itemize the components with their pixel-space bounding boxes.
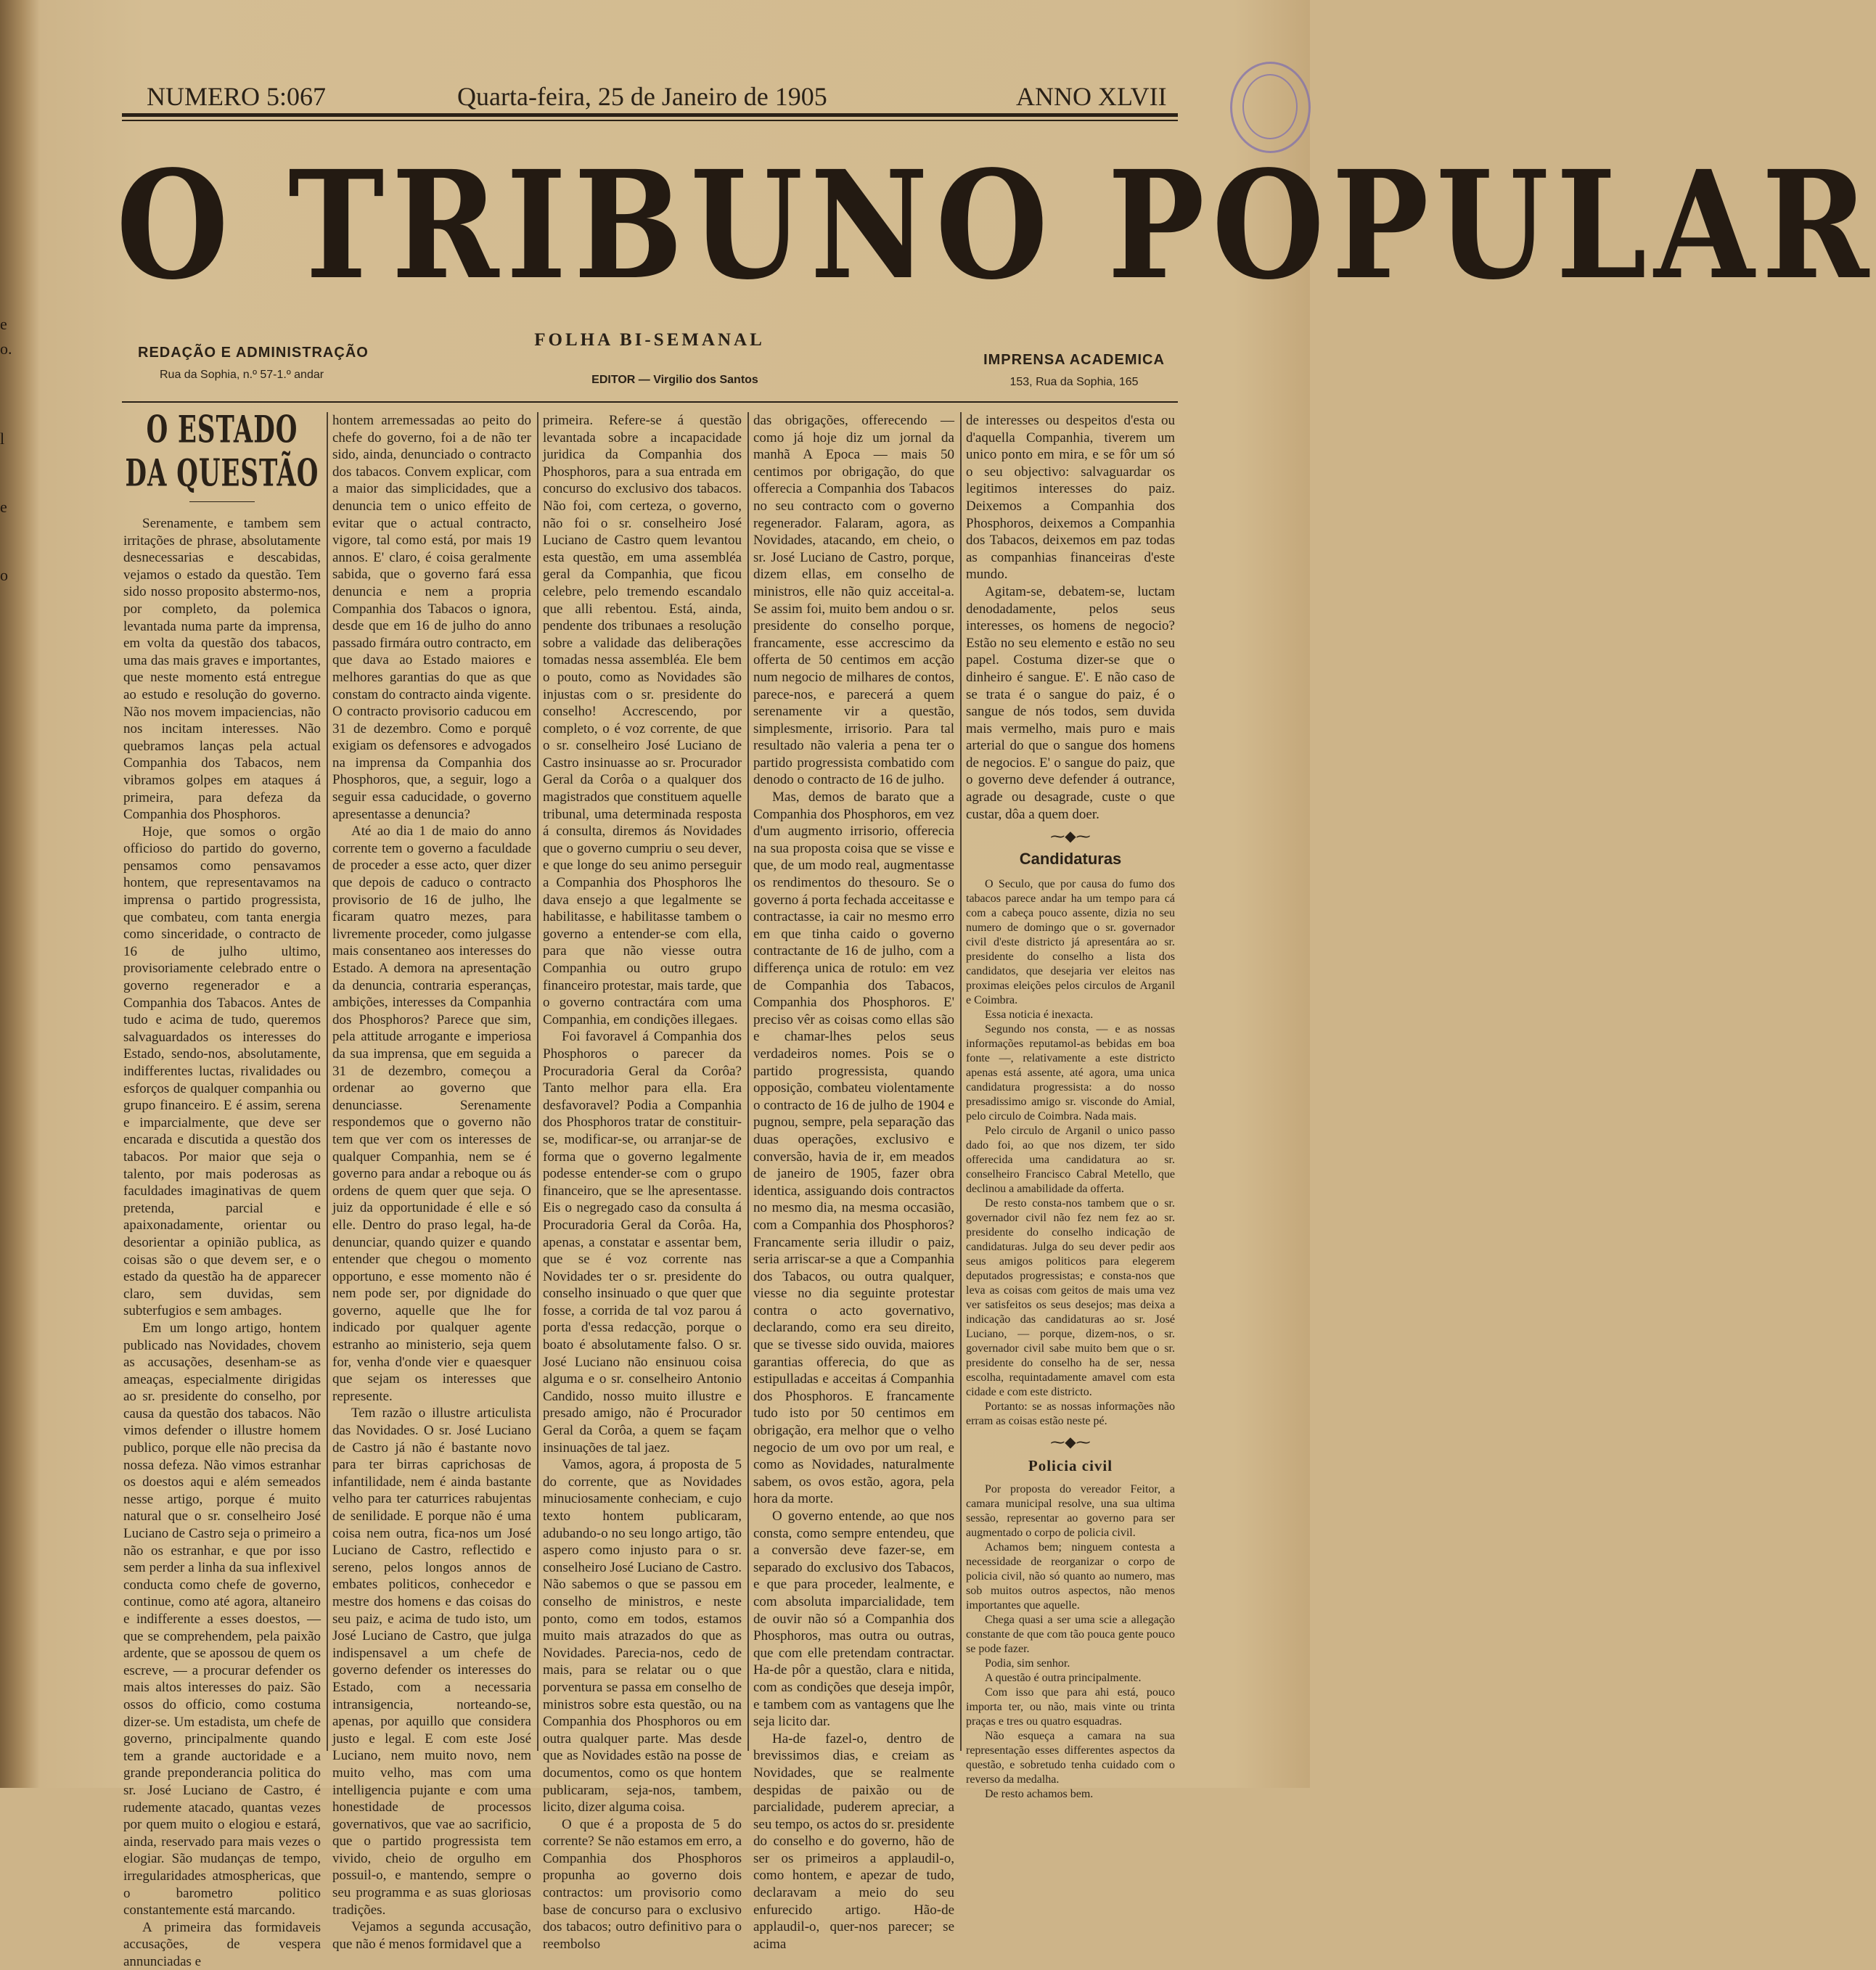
article-paragraph: Mas, demos de barato que a Companhia dos Phosphoros, em vez d'um augmento irrisorio, offerecia na sua proposta coisa que se visse e que, de um modo real, augmentasse os rendimentos do thesouro. Se o governo á porta fechada acceitasse e contractasse, ia cair no mesmo erro em que tinha caido o governo contractante de 16 de julho, com a differença unica de rotulo: em vez de Companhia dos Tabacos, Companhia dos Phosphoros. E' preciso vêr as coisas como ellas são e chamar-lhes pelos seus verdadeiros nomes. Pois se o partido progressista, quando opposição, combateu violentamente o contracto de 16 de julho de 1904 e pugnou, sempre, pela separação das duas operações, exclusivo e conversão, havia de ir, em meados de janeiro de 1905, fazer obra identica, assiguando dois contractos no mesmo dia, na mesma occasião, com a Companhia dos Phosphoros? Francamente seria illudir o paiz, seria arriscar-se a que a Companhia dos Tabacos, ou outra qualquer, viesse no dia seguinte protestar contra o acto governativo, declarando, como era seu direito, que se tivesse sido ouvida, maiores garantias offerecia, do que as estipulladas e acceitas á Companhia dos Phosphoros. E francamente tudo isto por 50 centimos em obrigação, era melhor que o velho negocio de um ovo por um real, e como as Novidades, naturalmente sabem, os ovos estão, agora, pela hora da morte. — [753, 789, 954, 1507]
press-label: IMPRENSA ACADEMICA — [983, 352, 1165, 368]
section-ornament: ⁓◆⁓ — [1050, 1435, 1091, 1451]
left-margin-bleed — [0, 312, 12, 588]
bleed-letter: e — [0, 315, 7, 333]
policia-paragraph: Não esqueça a camara na sua representação esses differentes aspectos da questão, e sobretudo tenha cuidado com o reverso da medalha. — [966, 1729, 1175, 1786]
policia-paragraph: Achamos bem; ninguem contesta a necessidade de reorganizar o corpo de policia civil, não só quanto ao numero, mas sob muitos outros aspectos, não menos importantes que aquelle. — [966, 1540, 1175, 1612]
candidaturas-paragraph: Segundo nos consta, — e as nossas informações reputamol-as bebidas em boa fonte —, relativamente a este districto apenas está assente, até agora, uma unica candidatura progressista: a do nosso presadissimo amigo sr. visconde do Amial, pelo circulo de Coimbra. Nada mais. — [966, 1023, 1175, 1123]
column-3 — [543, 412, 742, 1952]
article-paragraph: Vejamos a segunda accusação, que não é menos formidavel que a — [332, 1919, 531, 1952]
policia-paragraph: A questão é outra principalmente. — [985, 1671, 1142, 1684]
article-paragraph: Tem razão o illustre articulista das Novidades. O sr. José Luciano de Castro já não é bastante novo para ter birras caprichosas de infantilidade, nem é ainda bastante velho para ter caturrices rabujentas de senilidade. E porque não é uma coisa nem outra, fica-nos um José Luciano de Castro, reflectido e sereno, pelos longos annos de embates politicos, conhecedor e mestre dos homens e das coisas do seu paiz, e acima de tudo isto, um José Luciano de Castro, que julga indispensavel a um chefe de governo defender os interesses do Estado, com a necessaria intransigencia, norteando-se, apenas, por aquillo que considera justo e legal. E com este José Luciano, nem muito novo, nem muito velho, mas com uma intelligencia pujante e com uma honestidade de processos governativos, que vae ao sacrificio, que o partido progressista tem vivido, cheio de orgulho em possuil-o, e mantendo, sempre o seu programma e as suas gloriosas tradições. — [332, 1405, 531, 1918]
column-2 — [332, 412, 531, 1952]
header-rule — [122, 401, 1178, 403]
editor-line: EDITOR — Virgilio dos Santos — [591, 374, 758, 386]
headline-rule — [189, 501, 255, 502]
bleed-letter: o. — [0, 340, 12, 358]
article-paragraph: O governo entende, ao que nos consta, como sempre entendeu, que a conversão deve fazer-se, em separado do exclusivo dos Tabacos, e que para proceder, lealmente, e com absoluta imparcialidade, tem de ouvir não só a Companhia dos Phosphoros, mas outra ou outras, que com elle pretendam contractar. Ha-de pôr a questão, clara e nitida, com as condições que deseja impôr, e tambem com as vantagens que lhe seja licito dar. — [753, 1509, 954, 1730]
candidaturas-paragraph: Essa noticia é inexacta. — [985, 1009, 1094, 1022]
article-headline: O ESTADO DA QUESTÃO — [125, 409, 319, 496]
article-paragraph: A primeira das formidaveis accusações, de vespera annunciadas e — [123, 1919, 321, 1969]
policia-paragraph: Com isso que para ahi está, pouco importa ter, ou não, mais vinte ou trinta praças e tres ou quatro esquadras. — [966, 1686, 1175, 1728]
masthead-rule — [122, 113, 1178, 117]
press-address: 153, Rua da Sophia, 165 — [1009, 376, 1139, 388]
article-paragraph: Foi favoravel á Companhia dos Phosphoros o parecer da Procuradoria Geral da Corôa? Tanto melhor para ella. Era desfavoravel? Podia a Companhia dos Phosphoros tratar de constituir-se, modificar-se, ou arranjar-se de forma que o governo legalmente podesse entender-se com o grupo financeiro, que se lhe apresentasse. Eis o negregado caso da consulta á Procuradoria Geral da Corôa. Ha, apenas, a constatar e assentar bem, que se é voz corrente nas Novidades ter o sr. presidente do conselho insinuado o que quer que fosse, a corrida de tal voz parou á porta d'essa redacção, porque o boato é absolutamente falso. O sr. José Luciano não ensinuou coisa alguma e o sr. conselheiro Antonio Candido, nosso muito illustre e presado amigo, não é Procurador Geral da Corôa, a quem se façam insinuações de tal jaez. — [543, 1029, 742, 1456]
newspaper-page — [116, 65, 1876, 1969]
policia-paragraph: Chega quasi a ser uma scie a allegação constante de que com tão pouca gente pouco se pode fazer. — [966, 1613, 1175, 1655]
article-paragraph: Agitam-se, debatem-se, luctam denodadamente, pelos seus interesses, os homens de negocio? Estão no seu elemento e estão no seu papel. Costuma dizer-se que o dinheiro é sangue. E'. E não caso de se trata é o sangue do paiz, é o sangue de nós todos, sem duvida mais vermelho, mais puro e mais arterial do que o sangue dos homens de negocios. E' o sangue do paiz, que o governo deve defender á outrance, agrade ou desagrade, custe o que custar, dôa a quem doer. — [966, 583, 1175, 822]
article-paragraph: Em um longo artigo, hontem publicado nas Novidades, chovem as accusações, desenham-se as ameaças, especialmente dirigidas ao sr. presidente do conselho, por causa da questão dos tabacos. Não vimos defender o illustre homem publico, porque elle não precisa da nossa defeza. Não vimos estranhar os doestos aqui e além semeados nesse artigo, porque é muito natural que o sr. conselheiro José Luciano de Castro seja o primeiro a não os estranhar, e que por isso sem perder a linha da sua inflexivel conducta como chefe de governo, continue, como até agora, altaneiro e indifferente a esses doestos, — que se comprehendem, pela paixão ardente, que se apossou de quem os escreve, — a procurar defender os mais altos interesses do paiz. São ossos do officio, como costuma dizer-se. Um estadista, um chefe de governo, principalmente quando tem a grande auctoridade e a grande preponderancia politica do sr. José Luciano de Castro, é rudemente atacado, quantas vezes por quem muito o elogiou e estará, ainda, reservado para mais vezes o elogiar. São mudanças de tempo, irregularidades atmosphericas, que o barometro politico constantemente está marcando. — [123, 1320, 321, 1918]
bleed-letter: l — [0, 430, 5, 448]
candidaturas-paragraph: O Seculo, que por causa do fumo dos tabacos parece andar ha um tempo para cá com a cabeça pouco assente, dizia no seu numero de domingo que o sr. governador civil d'este districto já apresentára ao sr. presidente do conselho a lista dos candidatos, que desejaria ver eleitos nas proximas eleições pelos circulos de Arganil e Coimbra. — [966, 878, 1175, 1007]
column-divider — [537, 412, 538, 1751]
column-4 — [753, 412, 954, 1952]
issue-year: ANNO XLVII — [1016, 82, 1167, 111]
section-ornament: ⁓◆⁓ — [1050, 829, 1091, 845]
policia-heading: Policia civil — [1028, 1457, 1113, 1475]
candidaturas-paragraph: Portanto: se as nossas informações não erram as coisas estão neste pé. — [966, 1400, 1175, 1428]
redaction-label: REDAÇÃO E ADMINISTRAÇÃO — [138, 345, 369, 361]
column-5 — [966, 412, 1175, 1800]
redaction-address: Rua da Sophia, n.º 57-1.º andar — [160, 369, 324, 381]
column-1 — [123, 409, 321, 1969]
bleed-letter: e — [0, 498, 7, 516]
column-divider — [327, 412, 328, 1751]
candidaturas-paragraph: Pelo circulo de Arganil o unico passo dado foi, ao que nos dizem, ter sido offerecida uma candidatura ao sr. conselheiro Francisco Cabral Metello, que declinou a amabilidade da offerta. — [966, 1125, 1175, 1196]
newspaper-title: O TRIBUNO POPULAR — [116, 138, 1876, 313]
article-paragraph: Serenamente, e tambem sem irritações de phrase, absolutamente desnecessarias e descabidas, vejamos o estado da questão. Tem sido nosso proposito abstermo-nos, por completo, da polemica levantada numa parte da imprensa, em volta da questão dos tabacos, uma das mais graves e importantes, que neste momento está entregue ao estudo e resolução do governo. Não nos movem impaciencias, não nos incitam interesses. Não quebramos lanças pela actual Companhia dos Tabacos, nem vibramos golpes em ataques á primeira, para defeza da Companhia dos Phosphoros. — [123, 516, 321, 823]
press-block — [969, 352, 1179, 389]
article-paragraph: O que é a proposta de 5 do corrente? Se não estamos em erro, a Companhia dos Phosphoros propunha ao governo dois contractos: um provisorio como base de concurso para o exclusivo dos tabacos; outro definitivo para o reembolso — [543, 1816, 742, 1952]
article-paragraph: primeira. Refere-se á questão levantada sobre a incapacidade juridica da Companhia dos Phosphoros, para a sua entrada em concurso do exclusivo dos tabacos. Não foi, com certeza, o governo, não foi o sr. conselheiro José Luciano de Castro quem levantou esta questão, em uma assembléa geral da Companhia, que ficou celebre, pelo tremendo escandalo que alli rebentou. Está, ainda, pendente dos tribunaes a resolução sobre a validade das deliberações tomadas nessa assembléa. Ele bem o pouto, como as Novidades são injustas com o sr. presidente do conselho! Accrescendo, por completo, o é voz corrente, de que o sr. conselheiro José Luciano de Castro insinuasse ao sr. Procurador Geral da Corôa o a qualquer dos magistrados que constituem aquelle tribunal, uma determinada resposta á consulta, diremos ás Novidades que o governo cumpriu o seu dever, e que longe do seu animo perseguir a Companhia dos Phosphoros lhe dava ensejo a que legalmente se habilitasse, e habilitasse tambem o governo a entender-se com ella, para que não viesse outra Companhia ou outro grupo financeiro protestar, mais tarde, que o governo contractára com uma Companhia, em condições illegaes. — [543, 413, 742, 1027]
article-paragraph: Ha-de fazel-o, dentro de brevissimos dias, e creiam as Novidades, que se realmente despidas de paixão ou de parcialidade, puderem apreciar, a seu tempo, os actos do sr. presidente do conselho e do governo, hão de ser os primeiros a applaudil-o, como hontem, e apezar de tudo, declaravam a meio do seu enfurecido artigo. Hão-de applaudil-o, quer-nos parecer; se acima — [753, 1731, 954, 1952]
masthead-info-line — [116, 81, 1183, 118]
newspaper-subtitle: FOLHA BI-SEMANAL — [534, 330, 765, 350]
article-paragraph: Hoje, que somos o orgão officioso do partido do governo, pensamos como pensavamos hontem, que representavamos na imprensa o partido progressista, que combateu, com tanta energia como sinceridade, o contracto de 16 de julho ultimo, provisoriamente celebrado entre o governo regenerador e a Companhia dos Tabacos. Antes de tudo e acima de tudo, queremos salvaguardados os interesses do Estado, sendo-nos, absolutamente, indifferentes luctas, rivalidades ou esforços de qualquer companhia ou grupo financeiro. E é assim, serena e imparcialmente, que deve ser encarada e discutida a questão dos tabacos. Por maior que seja o talento, por mais poderosas as faculdades imaginativas de quem pretenda, parcial e apaixonadamente, orientar ou desorientar a opinião publica, as coisas são o que devem ser, e o estado da questão ha de apparecer claro, sem duvidas, sem subterfugios e sem ambages. — [123, 824, 321, 1319]
column-divider — [960, 412, 962, 1751]
article-paragraph: das obrigações, offerecendo — como já hoje diz um jornal da manhã A Epoca — mais 50 centimos por obrigação, do que offerecia a Companhia dos Tabacos no seu contracto com o governo regenerador. Falaram, agora, as Novidades, atacando, em cheio, o sr. José Luciano de Castro, porque, dizem ellas, em conselho de ministros, elle não quiz acceital-a. Se assim foi, muito bem andou o sr. presidente do conselho porque, francamente, esse accrescimo da offerta de 50 centimos em acção num negocio de milhares de contos, parece-nos, e parecerá a quem serenamente vir a questão, simplesmente, irrisorio. Para tal resultado não valeria a pena ter o partido progressista combatido com denodo o contracto de 16 de julho. — [753, 413, 954, 788]
column-divider — [747, 412, 749, 1751]
redaction-block — [138, 345, 369, 382]
candidaturas-paragraph: De resto consta-nos tambem que o sr. governador civil não fez nem fez ao sr. presidente do conselho indicação de candidaturas. Julga do seu dever pedir aos seus amigos politicos para elegerem deputados progressistas; e consta-nos que leva as coisas com geitos de mais uma vez ver satisfeitos os seus desejos; mas deixa a indicação das candidaturas ao sr. José Luciano, — porque, dizem-nos, o sr. governador civil sabe muito bem que o sr. presidente do conselho ha de ser, nessa escolha, requintadamente amavel com esta cidade e com este districto. — [966, 1197, 1175, 1399]
issue-date: Quarta-feira, 25 de Janeiro de 1905 — [457, 82, 827, 111]
policia-paragraph: Por proposta do vereador Feitor, a camara municipal resolve, una sua ultima sessão, representar ao governo para ser augmentado o corpo de policia civil. — [966, 1482, 1175, 1539]
article-paragraph: hontem arremessadas ao peito do chefe do governo, foi a de não ter sido, ainda, denunciado o contracto dos tabacos. Convem explicar, com a maior das simplicidades, que a denuncia tem o unico effeito de evitar que o actual contracto, vigore, tal como está, por mais 19 annos. E' claro, é coisa geralmente sabida, que o governo fará essa denuncia e nem a propria Companhia dos Tabacos o ignora, desde que em 16 de julho do anno passado firmára outro contracto, em que dava ao Estado maiores e melhores garantias do que as que constam do contracto ainda vigente. O contracto provisorio caducou em 31 de dezembro. Como e porquê exigiam os defensores e advogados na imprensa da Companhia dos Phosphoros, que, a seguir, logo a seguir essa caducidade, o governo apresentasse a denuncia? — [332, 413, 531, 822]
article-paragraph: Até ao dia 1 de maio do anno corrente tem o governo a faculdade de proceder a esse acto, quer dizer que depois de caduco o contracto provisorio de 16 de julho, lhe ficaram quatro mezes, para livremente proceder, como julgasse mais consentaneo aos interesses do Estado. A demora na apresentação da denuncia, contraria esperanças, ambições, interesses da Companhia dos Phosphoros? Parece que sim, pela attitude arrogante e imperiosa da sua imprensa, que em seguida a 31 de dezembro, começou a ordenar ao governo que denunciasse. Serenamente respondemos que o governo não tem que ver com os interesses de qualquer Companhia, nem se é governo para andar a reboque ou ás ordens de quem quer que seja. O juiz da opportunidade é elle e só elle. Dentro do praso legal, ha-de denunciar, quando quizer e quando entender que chegou o momento opportuno, e esse momento não é nem pode ser, por dignidade do governo, aquelle que lhe for indicado por qualquer agente estranho ao ministerio, seja quem for, venha d'onde vier e quaesquer que sejam os interesses que represente. — [332, 824, 531, 1404]
policia-paragraph: De resto achamos bem. — [985, 1787, 1094, 1800]
article-paragraph: de interesses ou despeitos d'esta ou d'aquella Companhia, tiverem um unico ponto em mira, e se fôr um só o seu objectivo: salvaguardar os legitimos interesses do paiz. Deixemos a Companhia dos Phosphoros, deixemos a Companhia dos Tabacos, deixemos em paz todas as companhias financeiras d'este mundo. — [966, 413, 1175, 583]
article-paragraph: Vamos, agora, á proposta de 5 do corrente, que as Novidades minuciosamente conheciam, e cujo texto hontem publicaram, adubando-o no seu longo artigo, tão aspero como injusto para o sr. conselheiro José Luciano de Castro. Não sabemos o que se passou em conselho de ministros, e neste ponto, como em todos, estamos muito mais atrazados do que as Novidades. Parecia-nos, cedo de mais, para se relatar ou o que porventura se passa em conselho de ministros sobre esta questão, ou na Companhia dos Phosphoros ou em outra qualquer parte. Mas desde que as Novidades estão na posse de documentos, como os que hontem publicaram, seja-nos, tambem, licito, dizer alguma coisa. — [543, 1457, 742, 1815]
candidaturas-heading: Candidaturas — [1019, 849, 1122, 868]
policia-paragraph: Podia, sim senhor. — [985, 1657, 1070, 1670]
masthead-rule-thin — [122, 120, 1178, 121]
bleed-letter: o — [0, 566, 8, 584]
issue-number: NUMERO 5:067 — [147, 82, 327, 111]
